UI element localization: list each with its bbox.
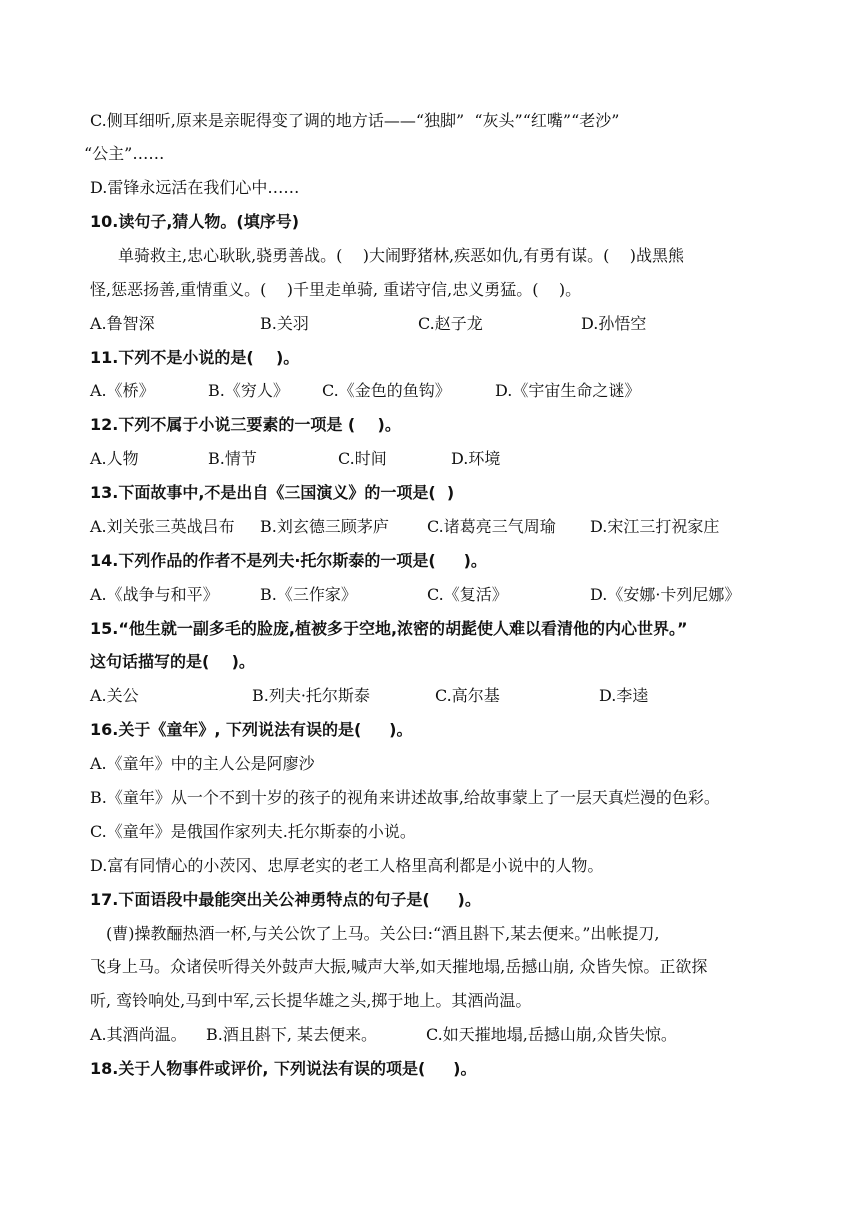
q11-stem: 11.下列不是小说的是( )。 <box>90 348 300 367</box>
q16-option-b: B.《童年》从一个不到十岁的孩子的视角来讲述故事,给故事蒙上了一层天真烂漫的色彩。 <box>90 788 720 807</box>
q10-option-c: C.赵子龙 <box>418 314 483 333</box>
q11-option-c: C.《金色的鱼钩》 <box>322 381 451 400</box>
q14-option-b: B.《三作家》 <box>260 585 357 604</box>
q17-option-c: C.如天摧地塌,岳撼山崩,众皆失惊。 <box>426 1025 677 1044</box>
q17-passage-line2: 飞身上马。众诸侯听得关外鼓声大振,喊声大举,如天摧地塌,岳撼山崩, 众皆失惊。正欲探 <box>90 957 708 976</box>
q15-stem-line1: 15.“他生就一副多毛的脸庞,植被多于空地,浓密的胡髭使人难以看清他的内心世界。” <box>90 619 688 638</box>
q12-option-a: A.人物 <box>90 449 139 468</box>
q17-options <box>90 1024 800 1046</box>
q13-option-a: A.刘关张三英战吕布 <box>90 517 235 536</box>
q15-option-b: B.列夫·托尔斯泰 <box>252 686 370 705</box>
q15-option-d: D.李逵 <box>599 686 649 705</box>
q10-passage-line1: 单骑救主,忠心耿耿,骁勇善战。( )大闹野猪林,疾恶如仇,有勇有谋。( )战黑熊 <box>118 246 685 265</box>
q17-option-a: A.其酒尚温。 <box>90 1025 187 1044</box>
q17-option-b: B.酒且斟下, 某去便来。 <box>206 1025 378 1044</box>
q14-option-d: D.《安娜·卡列尼娜》 <box>590 585 741 604</box>
q13-option-c: C.诸葛亮三气周瑜 <box>427 517 556 536</box>
q12-option-b: B.情节 <box>208 449 257 468</box>
q14-options <box>90 584 800 606</box>
q11-option-b: B.《穷人》 <box>208 381 289 400</box>
q11-options <box>90 380 800 402</box>
q16-option-a: A.《童年》中的主人公是阿廖沙 <box>90 754 315 773</box>
q10-option-b: B.关羽 <box>260 314 309 333</box>
q9-option-c-line1: C.侧耳细听,原来是亲昵得变了调的地方话——“独脚” “灰头”“红嘴”“老沙” <box>90 111 620 130</box>
q10-options <box>90 313 800 335</box>
q13-options <box>90 516 800 538</box>
q13-option-d: D.宋江三打祝家庄 <box>590 517 720 536</box>
q15-option-c: C.高尔基 <box>435 686 500 705</box>
q16-option-c: C.《童年》是俄国作家列夫.托尔斯泰的小说。 <box>90 822 416 841</box>
q10-option-d: D.孙悟空 <box>581 314 647 333</box>
q9-option-d: D.雷锋永远活在我们心中…… <box>90 178 300 197</box>
q10-option-a: A.鲁智深 <box>90 314 155 333</box>
q15-options <box>90 685 800 707</box>
q12-options <box>90 448 800 470</box>
q14-option-a: A.《战争与和平》 <box>90 585 219 604</box>
q11-option-a: A.《桥》 <box>90 381 155 400</box>
q13-option-b: B.刘玄德三顾茅庐 <box>260 517 389 536</box>
q12-stem: 12.下列不属于小说三要素的一项是 ( )。 <box>90 415 401 434</box>
q17-passage-line1: (曹)操教酾热酒一杯,与关公饮了上马。关公曰:“酒且斟下,某去便来。”出帐提刀, <box>106 924 660 943</box>
q13-stem: 13.下面故事中,不是出自《三国演义》的一项是( ) <box>90 483 455 502</box>
q10-stem: 10.读句子,猜人物。(填序号) <box>90 212 300 231</box>
q14-option-c: C.《复活》 <box>427 585 508 604</box>
q16-stem: 16.关于《童年》, 下列说法有误的是( )。 <box>90 720 413 739</box>
q17-stem: 17.下面语段中最能突出关公神勇特点的句子是( )。 <box>90 890 481 909</box>
q12-option-d: D.环境 <box>451 449 501 468</box>
q17-passage-line3: 听, 鸾铃响处,马到中军,云长提华雄之头,掷于地上。其酒尚温。 <box>90 991 532 1010</box>
q12-option-c: C.时间 <box>338 449 387 468</box>
q16-option-d: D.富有同情心的小茨冈、忠厚老实的老工人格里高利都是小说中的人物。 <box>90 856 604 875</box>
q15-option-a: A.关公 <box>90 686 139 705</box>
q11-option-d: D.《宇宙生命之谜》 <box>495 381 641 400</box>
q9-option-c-line2: “公主”…… <box>84 144 165 163</box>
q14-stem: 14.下列作品的作者不是列夫·托尔斯泰的一项是( )。 <box>90 551 487 570</box>
q10-passage-line2: 怪,惩恶扬善,重情重义。( )千里走单骑, 重诺守信,忠义勇猛。( )。 <box>90 280 582 299</box>
q15-stem-line2: 这句话描写的是( )。 <box>90 652 255 671</box>
q18-stem: 18.关于人物事件或评价, 下列说法有误的项是( )。 <box>90 1059 477 1078</box>
